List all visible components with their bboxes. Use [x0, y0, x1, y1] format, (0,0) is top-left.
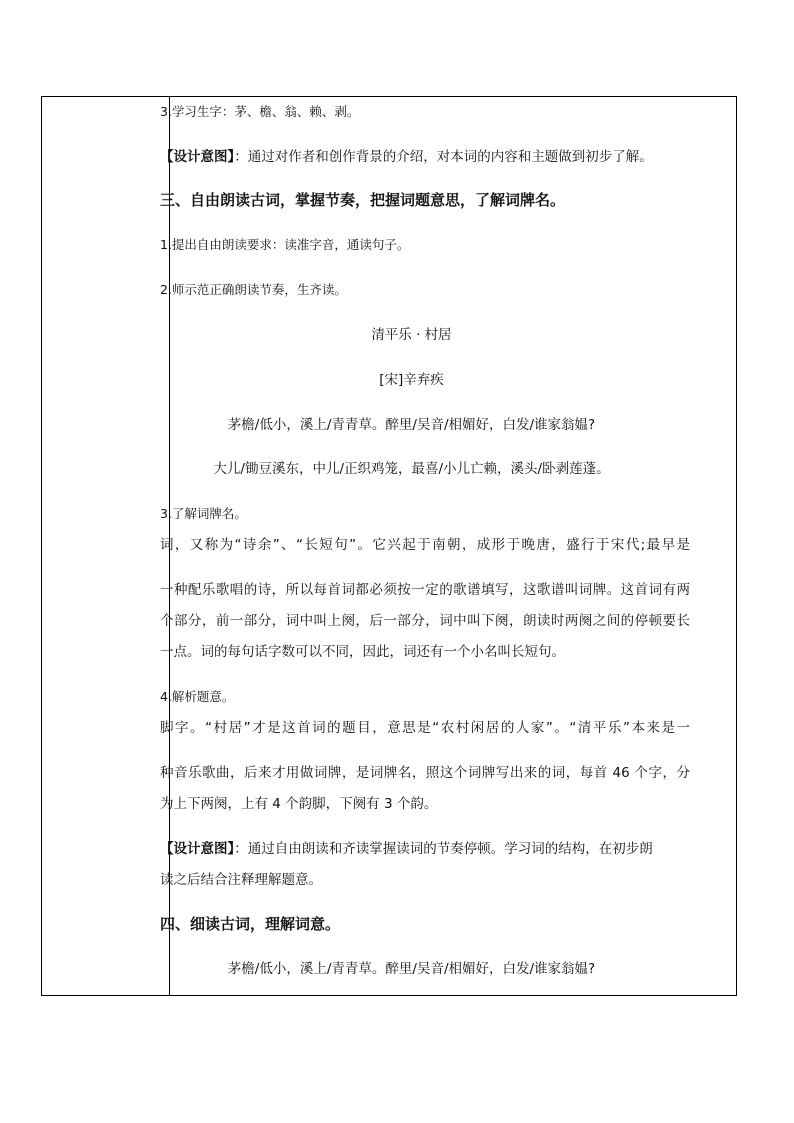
section-heading-3: 三、自由朗读古词，掌握节奏，把握词题意思，了解词牌名。	[160, 191, 566, 209]
paragraph-line: 词，又称为“诗余”、“长短句”。它兴起于南朝，成形于晚唐，盛行于宋代;最早是	[160, 537, 690, 553]
design-intent-text: ：通过对作者和创作背景的介绍，对本词的内容和主题做到初步了解。	[234, 149, 653, 165]
paragraph-line: 个部分，前一部分，词中叫上阕，后一部分，词中叫下阕，朗读时两阕之间的停顿要长	[160, 613, 690, 629]
paragraph-line: 为上下两阕，上有 4 个韵脚，下阕有 3 个韵。	[160, 796, 438, 812]
poem-line-2: 大儿/锄豆溪东，中儿/正织鸡笼，最喜/小儿亡赖，溪头/卧剥莲蓬。	[213, 461, 610, 477]
paragraph-line: 种音乐歌曲，后来才用做词牌，是词牌名，照这个词牌写出来的词，每首 46 个字，分	[160, 765, 690, 781]
design-intent-1	[160, 148, 653, 166]
poem-line-1: 茅檐/低小，溪上/青青草。醉里/吴音/相媚好，白发/谁家翁媪?	[227, 417, 596, 433]
step-4: 4.解析题意。	[160, 689, 235, 704]
paragraph-line: 读之后结合注释理解题意。	[160, 872, 322, 888]
step-3: 3.了解词牌名。	[160, 506, 247, 521]
paragraph-line: 脚字。“村居”才是这首词的题目，意思是“农村闲居的人家”。“清平乐”本来是一	[160, 720, 690, 736]
design-intent-tag: 【设计意图】	[160, 841, 235, 857]
line-learn-chars: 3.学习生字：茅、檐、翁、赖、剥。	[160, 104, 360, 119]
section-heading-4: 四、细读古词，理解词意。	[160, 915, 341, 933]
paragraph-line: 一点。词的每句话字数可以不同，因此，词还有一个小名叫长短句。	[160, 644, 565, 660]
poem-title: 清平乐 · 村居	[371, 327, 452, 343]
poem-line-3: 茅檐/低小，溪上/青青草。醉里/吴音/相媚好，白发/谁家翁媪?	[227, 961, 596, 977]
design-intent-2	[160, 840, 653, 858]
paragraph-line: 一种配乐歌唱的诗，所以每首词都必须按一定的歌谱填写，这歌谱叫词牌。这首词有两	[160, 582, 690, 598]
design-intent-tag: 【设计意图】	[160, 149, 235, 165]
step-2: 2.师示范正确朗读节奏，生齐读。	[160, 282, 347, 297]
poem-author: [宋]辛弃疾	[379, 372, 444, 388]
step-1: 1.提出自由朗读要求：读准字音，通读句子。	[160, 237, 410, 252]
design-intent-text: ：通过自由朗读和齐读掌握读词的节奏停顿。学习词的结构，在初步朗	[234, 841, 653, 857]
